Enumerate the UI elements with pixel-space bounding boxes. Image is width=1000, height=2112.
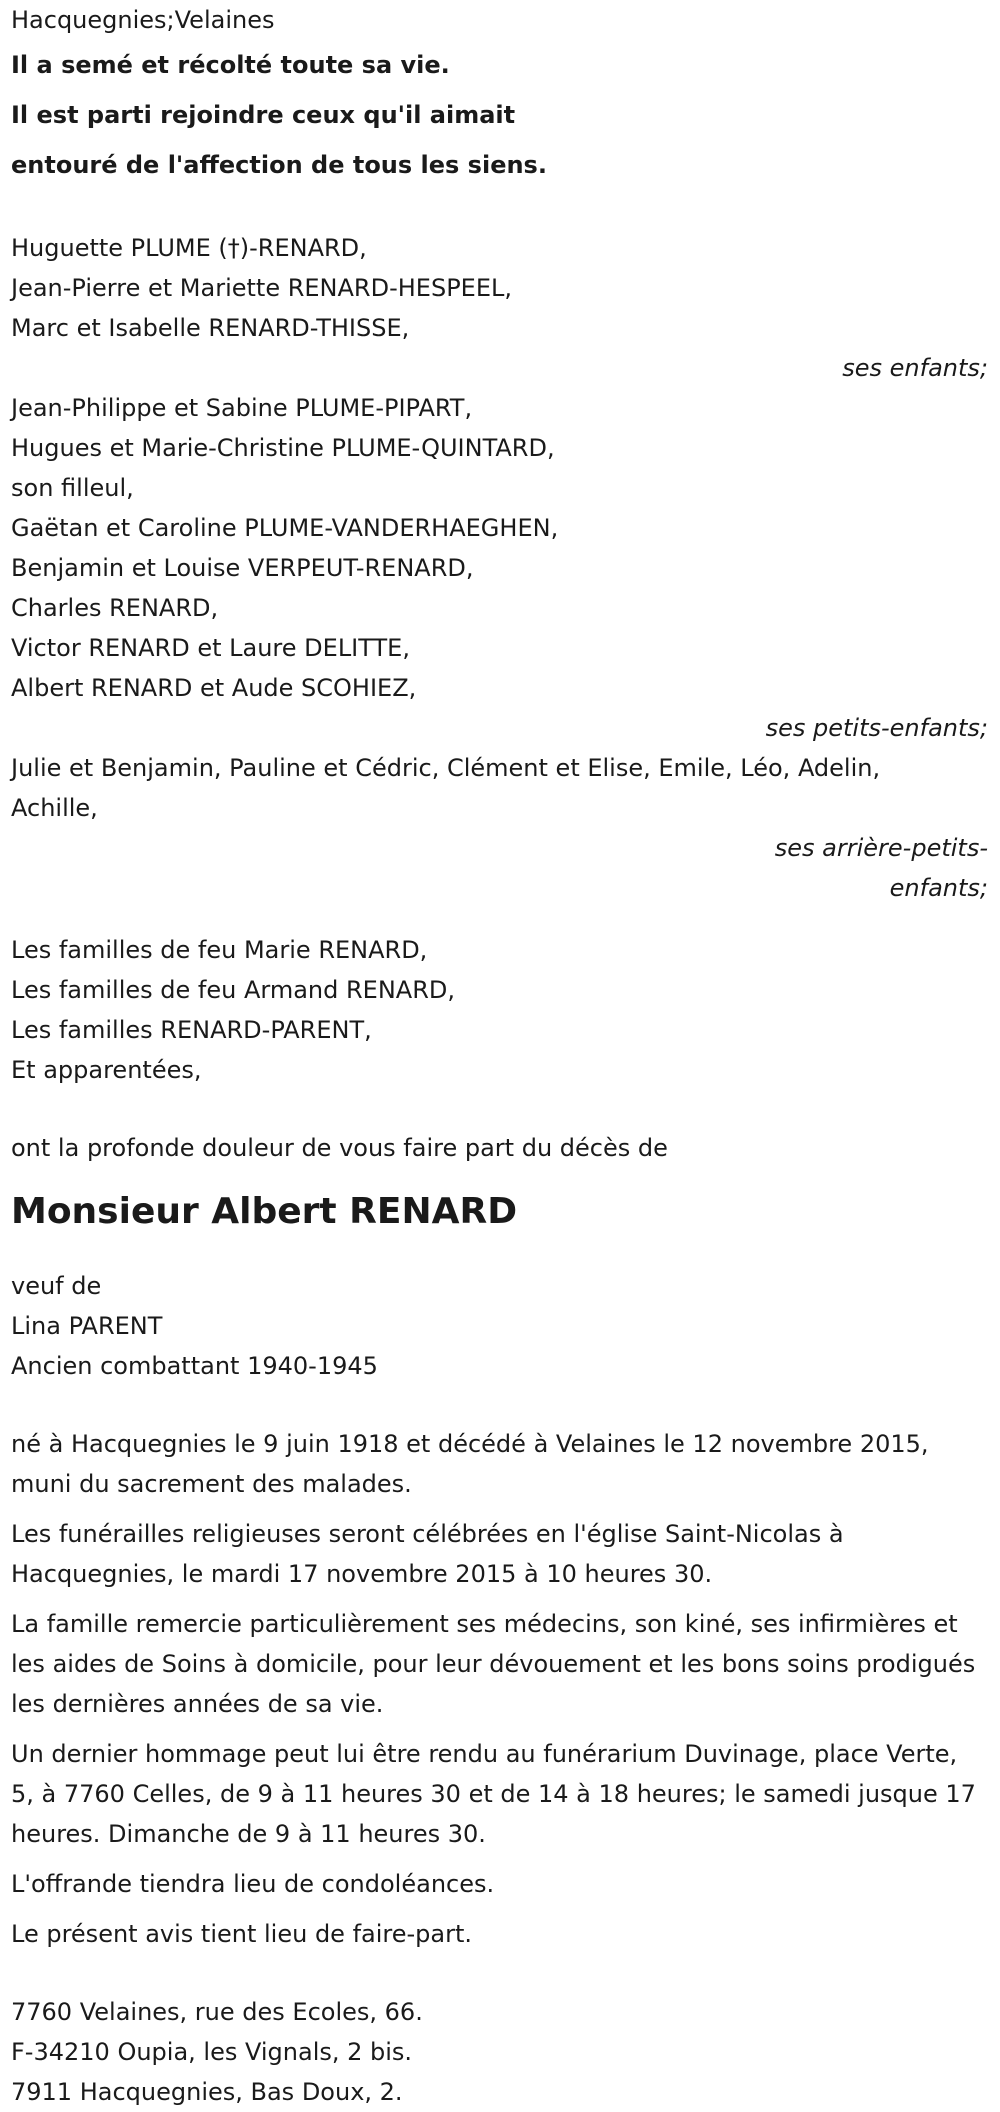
thanks-paragraph: La famille remercie particulièrement ses médecins, son kiné, ses infirmières et les aides de Soins à domicile, pour leur dévouement et les bons soins prodigués les dernières années de sa vie.	[11, 1610, 976, 1718]
grandchild-entry: Hugues et Marie-Christine PLUME-QUINTARD,	[11, 434, 555, 462]
grandchild-entry: son filleul,	[11, 474, 134, 502]
child-entry: Marc et Isabelle RENARD-THISSE,	[11, 314, 410, 342]
funeral-paragraph: Les funérailles religieuses seront célébrées en l'église Saint-Nicolas à Hacquegnies, le mardi 17 novembre 2015 à 10 heures 30.	[11, 1520, 844, 1588]
header-place: Hacquegnies;Velaines	[11, 6, 275, 34]
families-list	[11, 930, 990, 1090]
notice-paragraph: Le présent avis tient lieu de faire-part.	[11, 1920, 473, 1948]
grandchild-entry: Albert RENARD et Aude SCOHIEZ,	[11, 674, 417, 702]
addresses-list	[11, 1992, 990, 2112]
grandchild-entry: Jean-Philippe et Sabine PLUME-PIPART,	[11, 394, 473, 422]
address-line: 7911 Hacquegnies, Bas Doux, 2.	[11, 2078, 403, 2106]
family-entry: Et apparentées,	[11, 1056, 202, 1084]
birth-death-paragraph: né à Hacquegnies le 9 juin 1918 et décédé à Velaines le 12 novembre 2015, muni du sacrement des malades.	[11, 1430, 929, 1498]
children-list	[11, 228, 990, 388]
grandchild-entry: Charles RENARD,	[11, 594, 219, 622]
deceased-details	[11, 1266, 990, 1386]
detail-line: veuf de	[11, 1272, 102, 1300]
grandchildren-role: ses petits-enfants;	[765, 714, 988, 742]
great-grandchild-entry: Julie et Benjamin, Pauline et Cédric, Clément et Elise, Emile, Léo, Adelin,	[11, 754, 881, 782]
great-grandchildren-role: ses arrière-petits-	[774, 834, 988, 862]
notice-paragraphs	[11, 1424, 990, 1954]
tribute-paragraph: Un dernier hommage peut lui être rendu au funérarium Duvinage, place Verte, 5, à 7760 Celles, de 9 à 11 heures 30 et de 14 à 18 heures; le samedi jusque 17 heures. Dimanche de 9 à 11 heures 30.	[11, 1740, 976, 1848]
family-entry: Les familles de feu Armand RENARD,	[11, 976, 455, 1004]
family-entry: Les familles de feu Marie RENARD,	[11, 936, 428, 964]
great-grandchild-entry: Achille,	[11, 794, 98, 822]
deceased-name: Monsieur Albert RENARD	[11, 1191, 518, 1232]
child-entry: Jean-Pierre et Mariette RENARD-HESPEEL,	[11, 274, 512, 302]
family-entry: Les familles RENARD-PARENT,	[11, 1016, 372, 1044]
great-grandchildren-list	[11, 748, 990, 908]
verse-line-2: Il est parti rejoindre ceux qu'il aimait	[11, 101, 516, 129]
announcement-text: ont la profonde douleur de vous faire part du décès de	[11, 1134, 668, 1162]
verse-line-1: Il a semé et récolté toute sa vie.	[11, 51, 450, 79]
grandchild-entry: Victor RENARD et Laure DELITTE,	[11, 634, 410, 662]
detail-line: Ancien combattant 1940-1945	[11, 1352, 378, 1380]
grandchild-entry: Benjamin et Louise VERPEUT-RENARD,	[11, 554, 474, 582]
great-grandchildren-role: enfants;	[889, 874, 988, 902]
verse-line-3: entouré de l'affection de tous les siens.	[11, 151, 547, 179]
grandchild-entry: Gaëtan et Caroline PLUME-VANDERHAEGHEN,	[11, 514, 559, 542]
address-line: 7760 Velaines, rue des Ecoles, 66.	[11, 1998, 423, 2026]
address-line: F-34210 Oupia, les Vignals, 2 bis.	[11, 2038, 413, 2066]
children-role: ses enfants;	[842, 354, 988, 382]
grandchildren-list	[11, 388, 990, 748]
offering-paragraph: L'offrande tiendra lieu de condoléances.	[11, 1870, 495, 1898]
child-entry: Huguette PLUME (†)-RENARD,	[11, 234, 367, 262]
detail-line: Lina PARENT	[11, 1312, 163, 1340]
